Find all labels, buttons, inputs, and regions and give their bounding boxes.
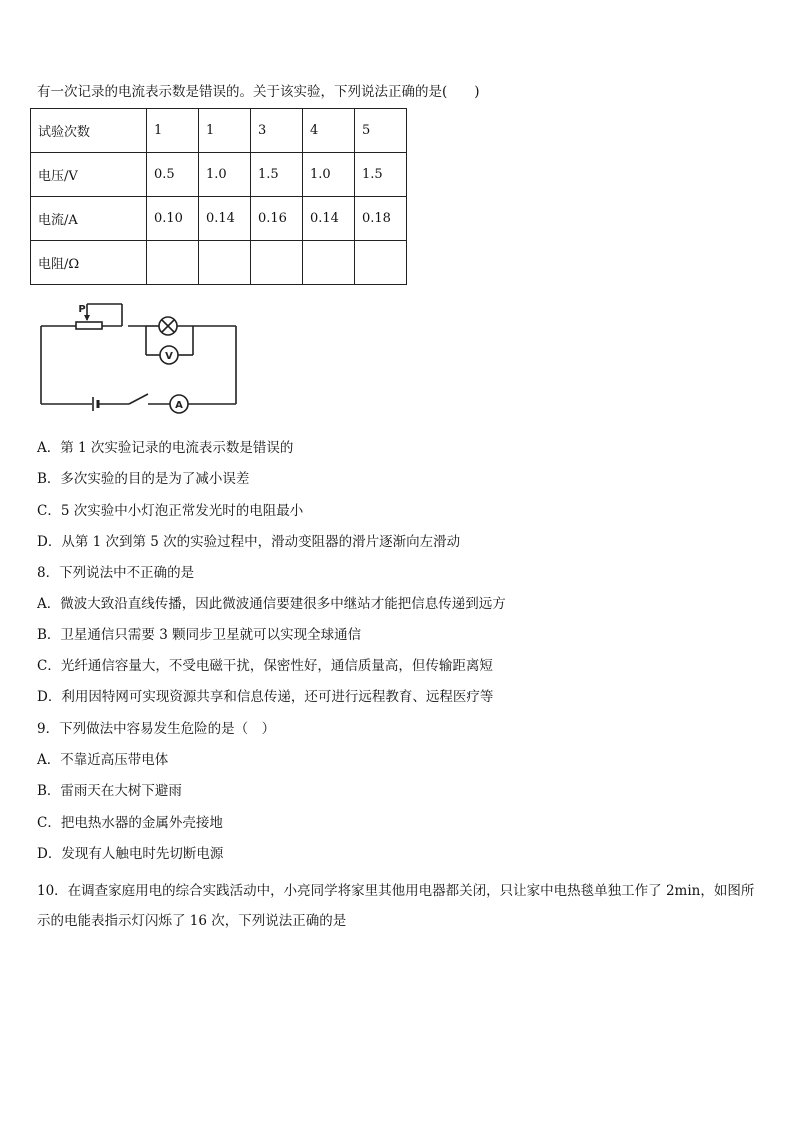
circuit-diagram [36,298,246,420]
voltmeter-label: V [165,351,173,362]
table-cell: 0.5 [147,153,199,197]
q7-option-a: A．第 1 次实验记录的电流表示数是错误的 [37,440,294,456]
table-row [31,109,407,153]
slider-label: P [78,304,86,315]
q9-option-b: B．雷雨天在大树下避雨 [37,783,182,799]
question-10-stem: 10．在调查家庭用电的综合实践活动中，小亮同学将家里其他用电器都关闭，只让家中电热毯单独工作了 2min，如图所示的电能表指示灯闪烁了 16 次，下列说法正确的是 [37,883,755,929]
q8-option-a: A．微波大致沿直线传播，因此微波通信要建很多中继站才能把信息传递到远方 [37,596,506,612]
table-cell [355,241,407,285]
ammeter-label: A [175,400,183,411]
table-cell: 4 [303,109,355,153]
experiment-data-table [30,108,407,285]
table-cell: 1.0 [199,153,251,197]
table-cell: 1 [147,109,199,153]
row-header: 试验次数 [31,109,147,153]
q9-option-c: C．把电热水器的金属外壳接地 [37,815,223,831]
row-header: 电流/A [31,197,147,241]
table-cell: 1.0 [303,153,355,197]
table-cell [303,241,355,285]
table-cell [199,241,251,285]
rheostat [76,322,102,329]
table-cell: 5 [355,109,407,153]
question-7-intro: 有一次记录的电流表示数是错误的。关于该实验，下列说法正确的是( ) [37,84,480,100]
table-cell: 0.18 [355,197,407,241]
table-cell [147,241,199,285]
slider-arrow [84,315,90,321]
row-header: 电压/V [31,153,147,197]
row-header: 电阻/Ω [31,241,147,285]
table-cell: 0.16 [251,197,303,241]
q8-option-b: B．卫星通信只需要 3 颗同步卫星就可以实现全球通信 [37,627,362,643]
table-cell: 1 [199,109,251,153]
table-cell: 0.14 [303,197,355,241]
table-row [31,153,407,197]
table-row [31,241,407,285]
table-cell: 1.5 [355,153,407,197]
table-row [31,197,407,241]
q7-option-c: C．5 次实验中小灯泡正常发光时的电阻最小 [37,503,304,519]
q7-option-d: D．从第 1 次到第 5 次的实验过程中，滑动变阻器的滑片逐渐向左滑动 [37,534,461,550]
q8-option-d: D．利用因特网可实现资源共享和信息传递，还可进行远程教育、远程医疗等 [37,689,494,705]
table-cell: 3 [251,109,303,153]
table-cell: 1.5 [251,153,303,197]
q7-option-b: B．多次实验的目的是为了减小误差 [37,471,250,487]
q9-option-d: D．发现有人触电时先切断电源 [37,846,224,862]
switch-lever [129,394,148,404]
q9-option-a: A．不靠近高压带电体 [37,752,169,768]
question-9-stem: 9．下列做法中容易发生危险的是（ ） [37,721,276,737]
table-cell: 0.10 [147,197,199,241]
table-cell: 0.14 [199,197,251,241]
question-8-stem: 8．下列说法中不正确的是 [37,565,195,581]
table-cell [251,241,303,285]
q8-option-c: C．光纤通信容量大，不受电磁干扰，保密性好，通信质量高，但传输距离短 [37,658,493,674]
